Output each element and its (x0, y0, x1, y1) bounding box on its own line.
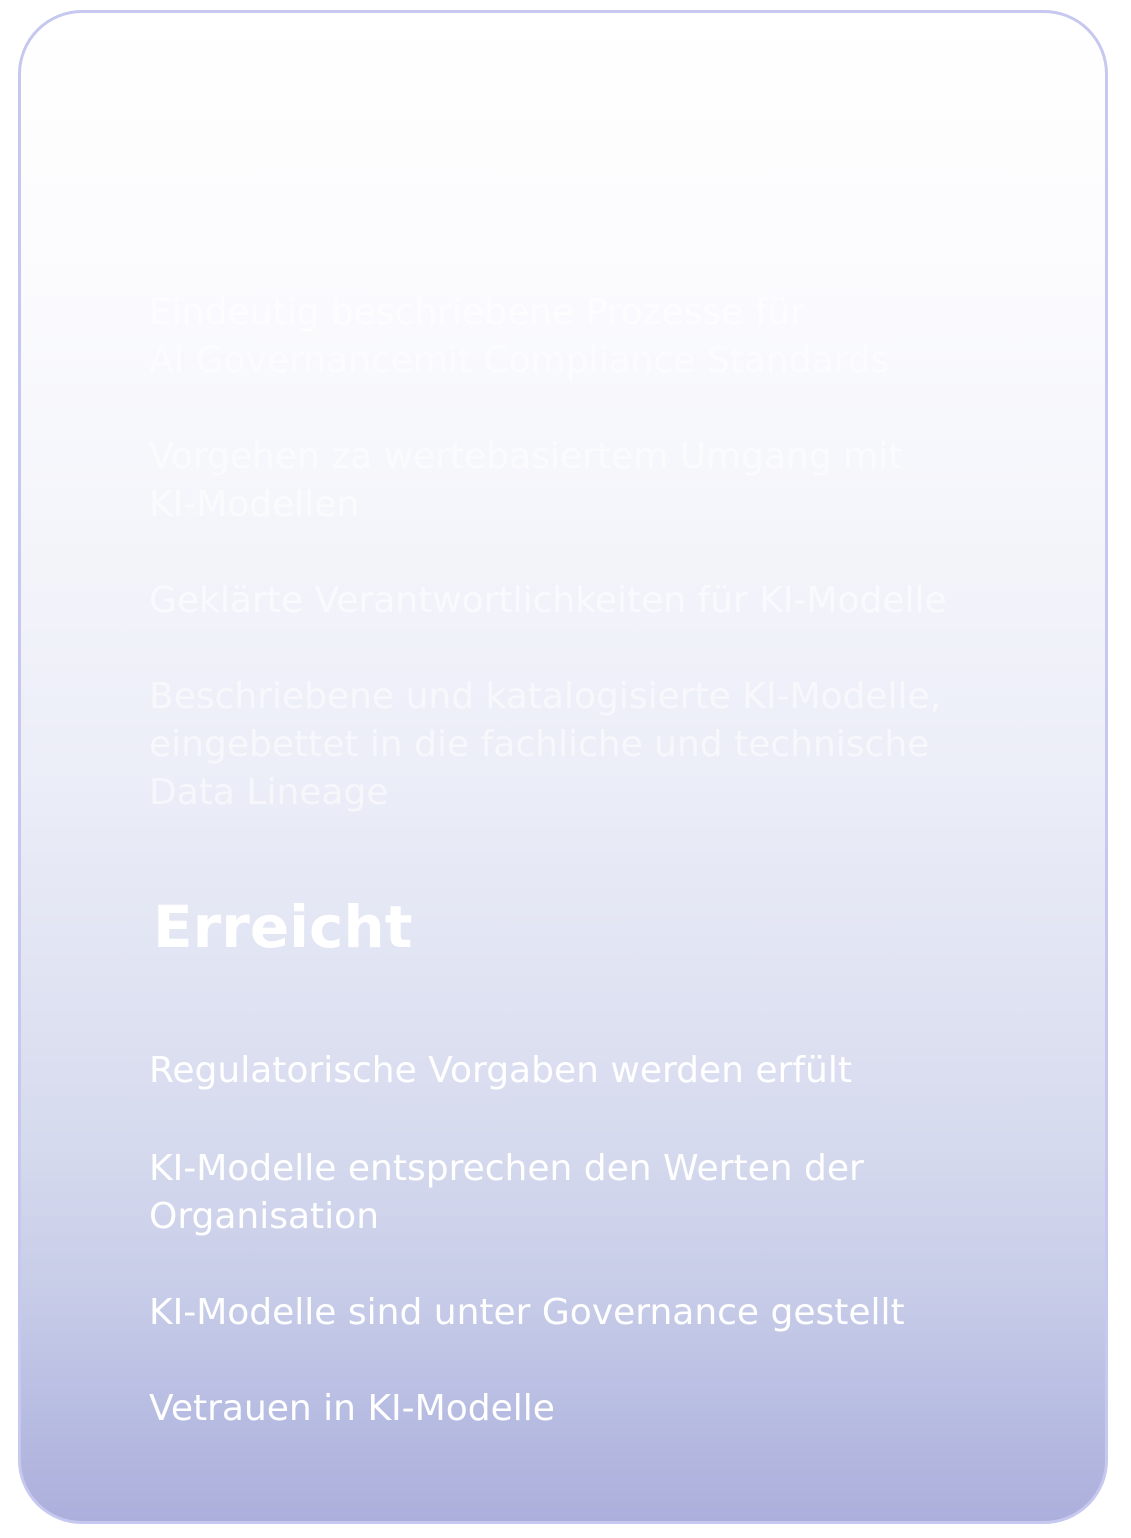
achieved-line: KI-Modelle sind unter Governance gestellt (149, 1292, 905, 1333)
achieved-line: Vetrauen in KI-Modelle (149, 1388, 555, 1429)
prerequisite-line: AI Governancemit Compliance Standards (149, 340, 890, 381)
achieved-item (149, 1145, 864, 1241)
prerequisite-line: KI-Modellen (149, 484, 360, 525)
achieved-item (149, 1385, 555, 1433)
prerequisite-item (149, 433, 902, 529)
achieved-line: Organisation (149, 1196, 380, 1237)
achieved-item (149, 1289, 905, 1337)
achieved-line: KI-Modelle entsprechen den Werten der (149, 1148, 864, 1189)
prerequisite-line: Eindeutig beschriebene Prozesse für (149, 292, 806, 333)
prerequisite-item (149, 577, 947, 625)
achieved-line: Regulatorische Vorgaben werden erfült (149, 1050, 852, 1091)
prerequisite-item (149, 289, 889, 385)
info-card (18, 10, 1108, 1524)
prerequisite-line: Data Lineage (149, 772, 389, 813)
achieved-item (149, 1047, 852, 1095)
prerequisite-line: Vorgehen za wertebasiertem Umgang mit (149, 436, 903, 477)
prerequisite-line: Geklärte Verantwortlichkeiten für KI-Modelle (149, 580, 947, 621)
prerequisite-line: Beschriebene und katalogisierte KI-Modelle, (149, 676, 942, 717)
prerequisite-item (149, 673, 941, 817)
achieved-heading: Erreicht (153, 893, 413, 961)
prerequisite-line: eingebettet in die fachliche und technische (149, 724, 930, 765)
